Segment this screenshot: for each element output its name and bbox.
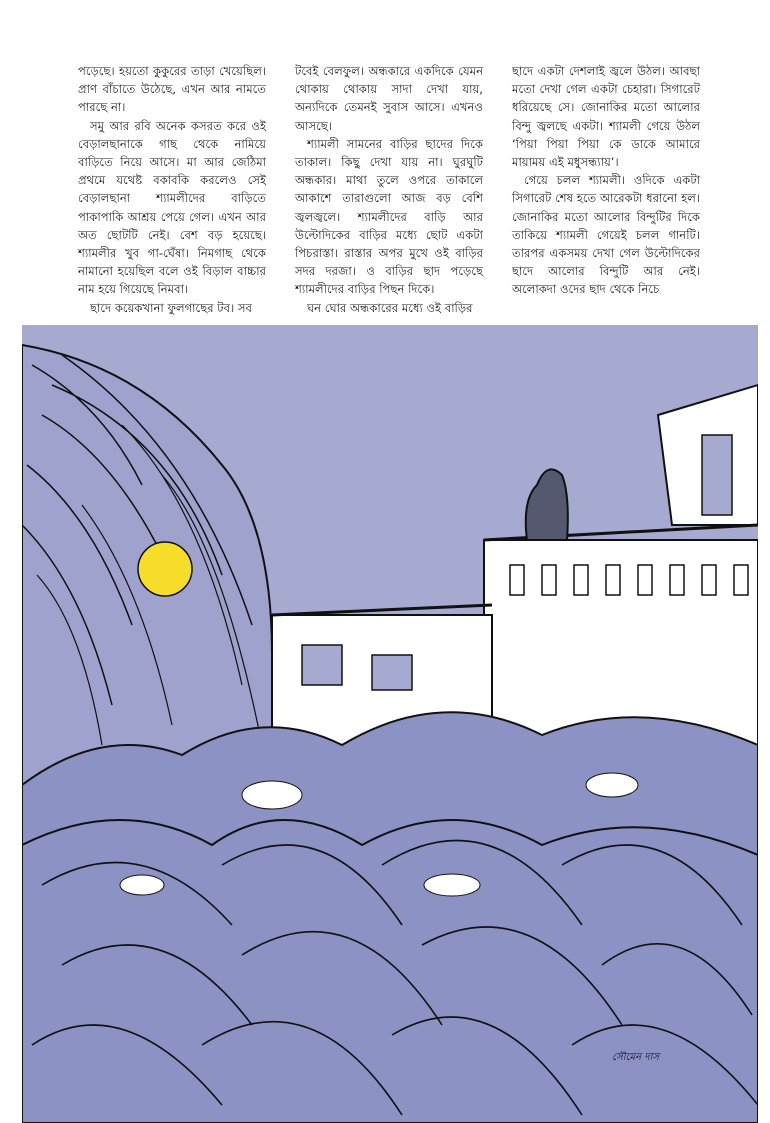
night-rooftop-illustration	[22, 325, 758, 1123]
col3-para-1: ছাদে একটা দেশলাই জ্বলে উঠল। আবছা মতো দেখা গেল একটা চেহারা। সিগারেট ধরিয়েছে সে। জোনাকির মতো আলোর বিন্দু জ্বলছে একটা। শ্যামলী গেয়ে উঠল ‘পিয়া পিয়া পিয়া কে ডাকে আমারে মায়াময় এই মধুসন্ধ্যায়’।	[512, 64, 700, 170]
article-text	[78, 62, 700, 315]
artist-signature: সৌমেন দাস	[612, 1052, 660, 1063]
col1-para-3: ছাদে কয়েকখানা ফুলগাছের টব। সব	[90, 300, 253, 315]
col2-para-3: ঘন ঘোর অন্ধকারের মধ্যে ওই বাড়ির	[307, 300, 473, 315]
text-column-3	[512, 62, 700, 297]
moon	[138, 542, 192, 596]
col3-para-2: গেয়ে চলল শ্যামলী। ওদিকে একটা সিগারেট শেষ হতে আরেকটা ধরানো হল। জোনাকির মতো আলোর বিন্দুটির দিকে তাকিয়ে শ্যামলী গেয়েই চলল গানটি। তারপর একসময় দেখা গেল উল্টোদিকের ছাদে আলোর বিন্দুটি আর নেই। অলোকদা ওদের ছাদ থেকে নিচে	[512, 173, 700, 297]
col1-para-2: সমু আর রবি অনেক কসরত করে ওই বেড়ালছানাকে গাছ থেকে নামিয়ে বাড়িতে নিয়ে আসে। মা আর জেঠিমা প্রথমে যথেষ্ট বকাবকি করলেও সেই বেড়ালছানা শ্যামলীদের বাড়িতে পাকাপাকি আশ্রয় পেয়ে গেল। এখন আর অত ছোটটি নেই। বেশ বড় হয়েছে। শ্যামলীর খুব গা-ঘেঁষা। নিমগাছ থেকে নামানো হয়েছিল বলে ওই বিড়াল বাচ্চার নাম হয়ে গিয়েছে নিমবা।	[78, 118, 266, 297]
col2-para-1: টবেই বেলফুল। অন্ধকারে একদিকে যেমন থোকায় থোকায় সাদা দেখা যায়, অন্যদিকে তেমনই সুবাস আসে। এখনও আসছে।	[295, 64, 483, 133]
text-column-2	[295, 62, 483, 315]
col1-para-1: পড়েছে। হয়তো কুকুরের তাড়া খেয়েছিল। প্রাণ বাঁচাতে উঠেছে, এখন আর নামতে পারছে না।	[78, 64, 266, 115]
col2-para-2: শ্যামলী সামনের বাড়ির ছাদের দিকে তাকাল। কিছু দেখা যায় না। ঘুরঘুটি অন্ধকার। মাথা তুলে ওপরে তাকালে আকাশে তারাগুলো আজ বড় বেশি জ্বলজ্বলে। শ্যামলীদের বাড়ি আর উল্টোদিকের বাড়ির মধ্যে ছোট একটা পিচরাস্তা। রাস্তার অপর মুখে ওই বাড়ির সদর দরজা। ও বাড়ির ছাদ পড়েছে শ্যামলীদের বাড়ির পিছন দিকে।	[295, 136, 483, 297]
illustration-art	[22, 325, 758, 1123]
text-column-1	[78, 62, 266, 315]
